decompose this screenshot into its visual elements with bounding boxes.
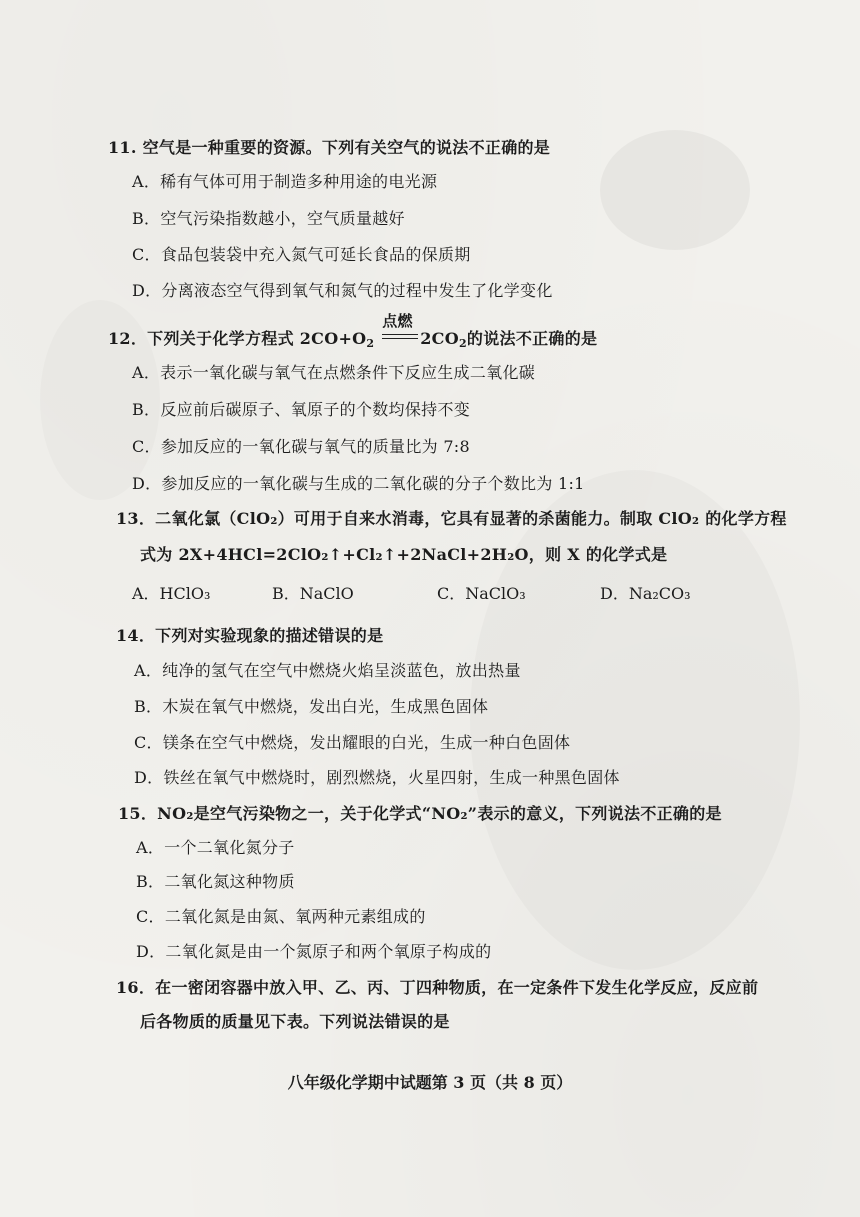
q13-option-d: D．Na₂CO₃	[600, 584, 691, 603]
q13-stem-line2: 式为 2X+4HCl=2ClO₂↑+Cl₂↑+2NaCl+2H₂O，则 X 的化学式是	[140, 545, 668, 564]
q12-option-a: A．表示一氧化碳与氧气在点燃条件下反应生成二氧化碳	[132, 363, 536, 382]
reaction-condition-equals	[380, 312, 420, 346]
q11-option-d: D．分离液态空气得到氧气和氮气的过程中发生了化学变化	[132, 281, 553, 300]
equals-bar	[382, 334, 418, 335]
q13-stem-line1: 13．二氧化氯（ClO₂）可用于自来水消毒，它具有显著的杀菌能力。制取 ClO₂ 的化学方程	[116, 509, 787, 528]
q13-option-c: C．NaClO₃	[437, 584, 526, 603]
q16-stem-line1: 16．在一密闭容器中放入甲、乙、丙、丁四种物质，在一定条件下发生化学反应，反应前	[116, 978, 759, 997]
q15-stem: 15．NO₂是空气污染物之一，关于化学式“NO₂”表示的意义，下列说法不正确的是	[118, 804, 722, 823]
q11-stem: 11. 空气是一种重要的资源。下列有关空气的说法不正确的是	[108, 138, 551, 157]
q14-option-a: A．纯净的氢气在空气中燃烧火焰呈淡蓝色，放出热量	[134, 661, 521, 680]
q11-option-c: C．食品包装袋中充入氮气可延长食品的保质期	[132, 245, 471, 264]
q12-sub-2: 2	[458, 337, 467, 350]
equals-bar	[382, 338, 418, 339]
show-through-smudge	[600, 130, 750, 250]
q15-option-c: C．二氧化氮是由氮、氧两种元素组成的	[136, 907, 426, 926]
q13-option-a: A．HClO₃	[132, 584, 211, 603]
q12-option-d: D．参加反应的一氧化碳与生成的二氧化碳的分子个数比为 1:1	[132, 474, 585, 493]
q14-option-b: B．木炭在氧气中燃烧，发出白光，生成黑色固体	[134, 697, 489, 716]
reaction-condition: 点燃	[382, 312, 413, 330]
q12-sub-1: 2	[366, 337, 375, 350]
q11-option-b: B．空气污染指数越小，空气质量越好	[132, 209, 405, 228]
q12-option-b: B．反应前后碳原子、氧原子的个数均保持不变	[132, 400, 471, 419]
q12-option-c: C．参加反应的一氧化碳与氧气的质量比为 7:8	[132, 437, 470, 456]
q12-stem-pre: 12．下列关于化学方程式 2CO+O	[108, 329, 367, 348]
q14-stem: 14．下列对实验现象的描述错误的是	[116, 626, 384, 645]
q12-stem-post: 的说法不正确的是	[466, 329, 598, 348]
q14-option-c: C．镁条在空气中燃烧，发出耀眼的白光，生成一种白色固体	[134, 733, 571, 752]
q15-option-d: D．二氧化氮是由一个氮原子和两个氧原子构成的	[136, 942, 492, 961]
q14-option-d: D．铁丝在氧气中燃烧时，剧烈燃烧，火星四射，生成一种黑色固体	[134, 768, 620, 787]
q15-option-a: A．一个二氧化氮分子	[136, 838, 295, 857]
q16-stem-line2: 后各物质的质量见下表。下列说法错误的是	[140, 1012, 450, 1031]
page-footer: 八年级化学期中试题第 3 页（共 8 页）	[287, 1073, 573, 1092]
q15-option-b: B．二氧化氮这种物质	[136, 872, 295, 891]
q12-stem-mid: 2CO	[420, 329, 459, 348]
q11-option-a: A．稀有气体可用于制造多种用途的电光源	[132, 172, 438, 191]
q12-stem	[108, 312, 598, 350]
q13-option-b: B．NaClO	[272, 584, 354, 603]
